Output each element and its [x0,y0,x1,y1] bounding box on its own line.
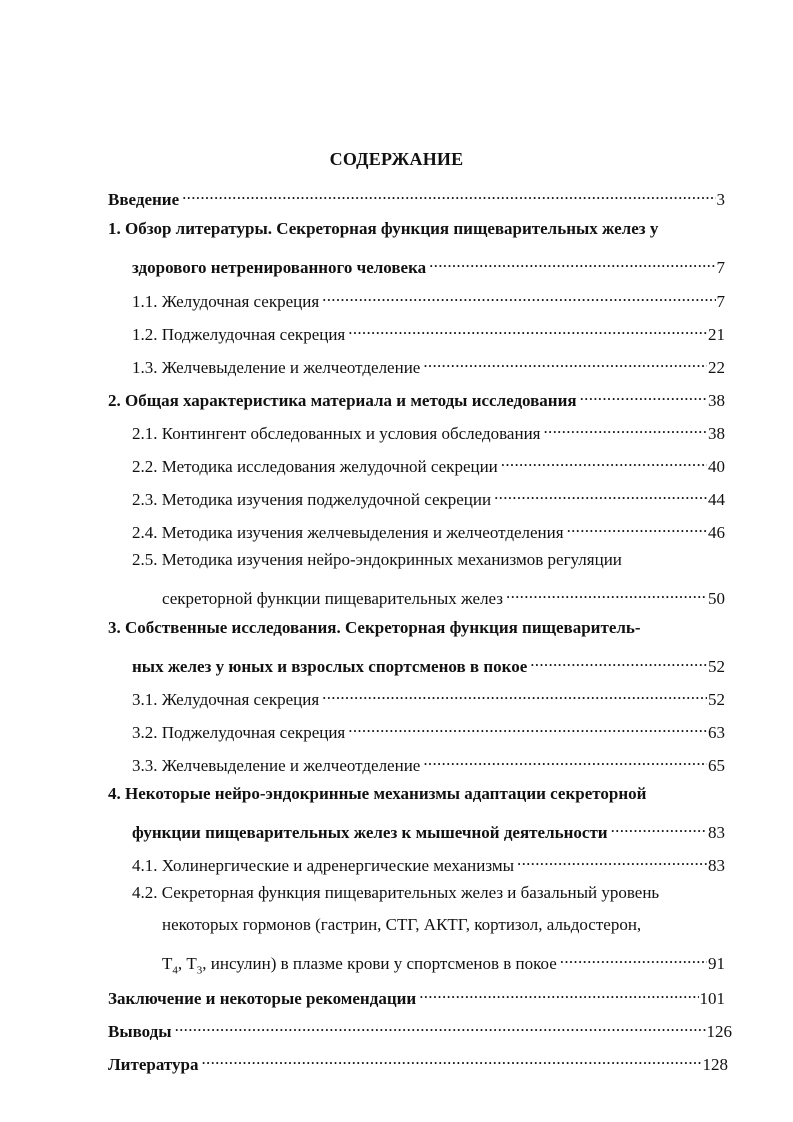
toc-entry-findings [108,1015,732,1043]
toc-entry-label: Заключение и некоторые рекомендации [108,989,417,1008]
toc-entry-2-4 [132,516,725,544]
toc-page-number: 126 [706,1022,732,1041]
toc-page-number: 91 [708,954,725,973]
hormone-t4-subscript: 4 [172,964,178,977]
toc-page-number: 52 [708,657,725,676]
toc-entry-2-5 [162,582,725,610]
hormone-t4-letter: Т [162,954,173,973]
leader-dots [580,384,707,406]
toc-page-number: 65 [708,756,725,775]
leader-dots [423,351,707,373]
leader-dots [348,318,707,340]
toc-entry-3-1 [132,683,725,711]
toc-entry-introduction [108,183,725,211]
leader-dots [494,483,707,505]
toc-entry-chapter-3-line1: 3. Собственные исследования. Секреторная функция пищеваритель- [108,618,641,637]
leader-dots [611,816,707,838]
toc-page-number: 63 [708,723,725,742]
toc-entry-label: 4.1. Холинергические и адренергические механизмы [132,856,515,875]
toc-entry-chapter-3 [132,650,725,678]
toc-entry-label-rest: , инсулин) в плазме крови у спортсменов в покое [202,954,557,973]
toc-entry-chapter-4-line1: 4. Некоторые нейро-эндокринные механизмы адаптации секреторной [108,784,647,803]
toc-page-number: 7 [716,258,725,277]
leader-dots [530,650,707,672]
leader-dots [201,1048,701,1070]
toc-entry-2-1 [132,417,725,445]
toc-entry-1-1 [132,285,725,313]
toc-entry-chapter-4 [132,816,725,844]
toc-page-number: 21 [708,325,725,344]
toc-entry-label: 2.2. Методика исследования желудочной секреции [132,457,498,476]
toc-entry-label: здорового нетренированного человека [132,258,427,277]
toc-page-number: 22 [708,358,725,377]
leader-dots [182,183,715,205]
toc-entry-4-1 [132,849,725,877]
toc-page-number: 44 [708,490,725,509]
toc-page-number: 50 [708,589,725,608]
toc-page-number: 101 [699,989,725,1008]
toc-entry-label: 1.1. Желудочная секреция [132,292,320,311]
leader-dots [322,683,707,705]
toc-page-number: 7 [716,292,725,311]
toc-entry-references [108,1048,728,1076]
toc-entry-label [162,953,557,981]
toc-entry-3-2 [132,716,725,744]
toc-entry-3-3 [132,749,725,777]
toc-entry-label: 2.3. Методика изучения поджелудочной секреции [132,490,492,509]
toc-entry-chapter-1-line1: 1. Обзор литературы. Секреторная функция пищеварительных желез у [108,219,659,238]
toc-page-number: 83 [708,856,725,875]
toc-page-number: 46 [708,523,725,542]
toc-entry-4-2-line2: некоторых гормонов (гастрин, СТГ, АКТГ, кортизол, альдостерон, [162,915,642,934]
toc-entry-chapter-1 [132,251,725,279]
toc-title: СОДЕРЖАНИЕ [329,149,464,169]
toc-entry-2-5-line1: 2.5. Методика изучения нейро-эндокринных механизмов регуляции [132,550,622,569]
leader-dots [506,582,707,604]
toc-entry-4-2-line1: 4.2. Секреторная функция пищеварительных желез и базальный уровень [132,883,660,902]
toc-page-number: 40 [708,457,725,476]
toc-entry-label: 1.3. Желчевыделение и желчеотделение [132,358,421,377]
leader-dots [322,285,715,307]
toc-page-number: 128 [702,1055,728,1074]
toc-entry-label: Выводы [108,1022,172,1041]
toc-entry-label: 1.2. Поджелудочная секреция [132,325,346,344]
toc-entry-label: 3.1. Желудочная секреция [132,690,320,709]
toc-entry-label: 2. Общая характеристика материала и методы исследования [108,391,577,410]
toc-entry-label: функции пищеварительных желез к мышечной деятельности [132,823,608,842]
toc-entry-label: ных желез у юных и взрослых спортсменов в покое [132,657,528,676]
leader-dots [560,947,707,969]
toc-entry-conclusion [108,982,725,1010]
toc-entry-2-3 [132,483,725,511]
leader-dots [175,1015,706,1037]
toc-entry-label: 3.3. Желчевыделение и желчеотделение [132,756,421,775]
leader-dots [543,417,707,439]
toc-entry-2-2 [132,450,725,478]
toc-entry-4-2 [162,947,725,981]
leader-dots [423,749,707,771]
toc-entry-chapter-2 [108,384,725,412]
leader-dots [429,251,715,273]
leader-dots [419,982,698,1004]
hormone-t3-subscript: 3 [196,964,203,977]
leader-dots [517,849,707,871]
leader-dots [348,716,707,738]
toc-page-number: 38 [708,424,725,443]
toc-entry-label: 2.4. Методика изучения желчевыделения и желчеотделения [132,523,564,542]
toc-entry-1-2 [132,318,725,346]
toc-page-number: 38 [708,391,725,410]
leader-dots [567,516,707,538]
toc-page-number: 52 [708,690,725,709]
hormone-t3-letter: , Т [177,954,197,973]
toc-entry-label: Введение [108,190,180,209]
toc-entry-1-3 [132,351,725,379]
toc-entry-label: Литература [108,1055,199,1074]
toc-entry-label: 2.1. Контингент обследованных и условия обследования [132,424,541,443]
leader-dots [501,450,707,472]
toc-page-number: 3 [716,190,725,209]
toc-entry-label: секреторной функции пищеварительных желез [162,589,504,608]
toc-page-number: 83 [708,823,725,842]
toc-entry-label: 3.2. Поджелудочная секреция [132,723,346,742]
